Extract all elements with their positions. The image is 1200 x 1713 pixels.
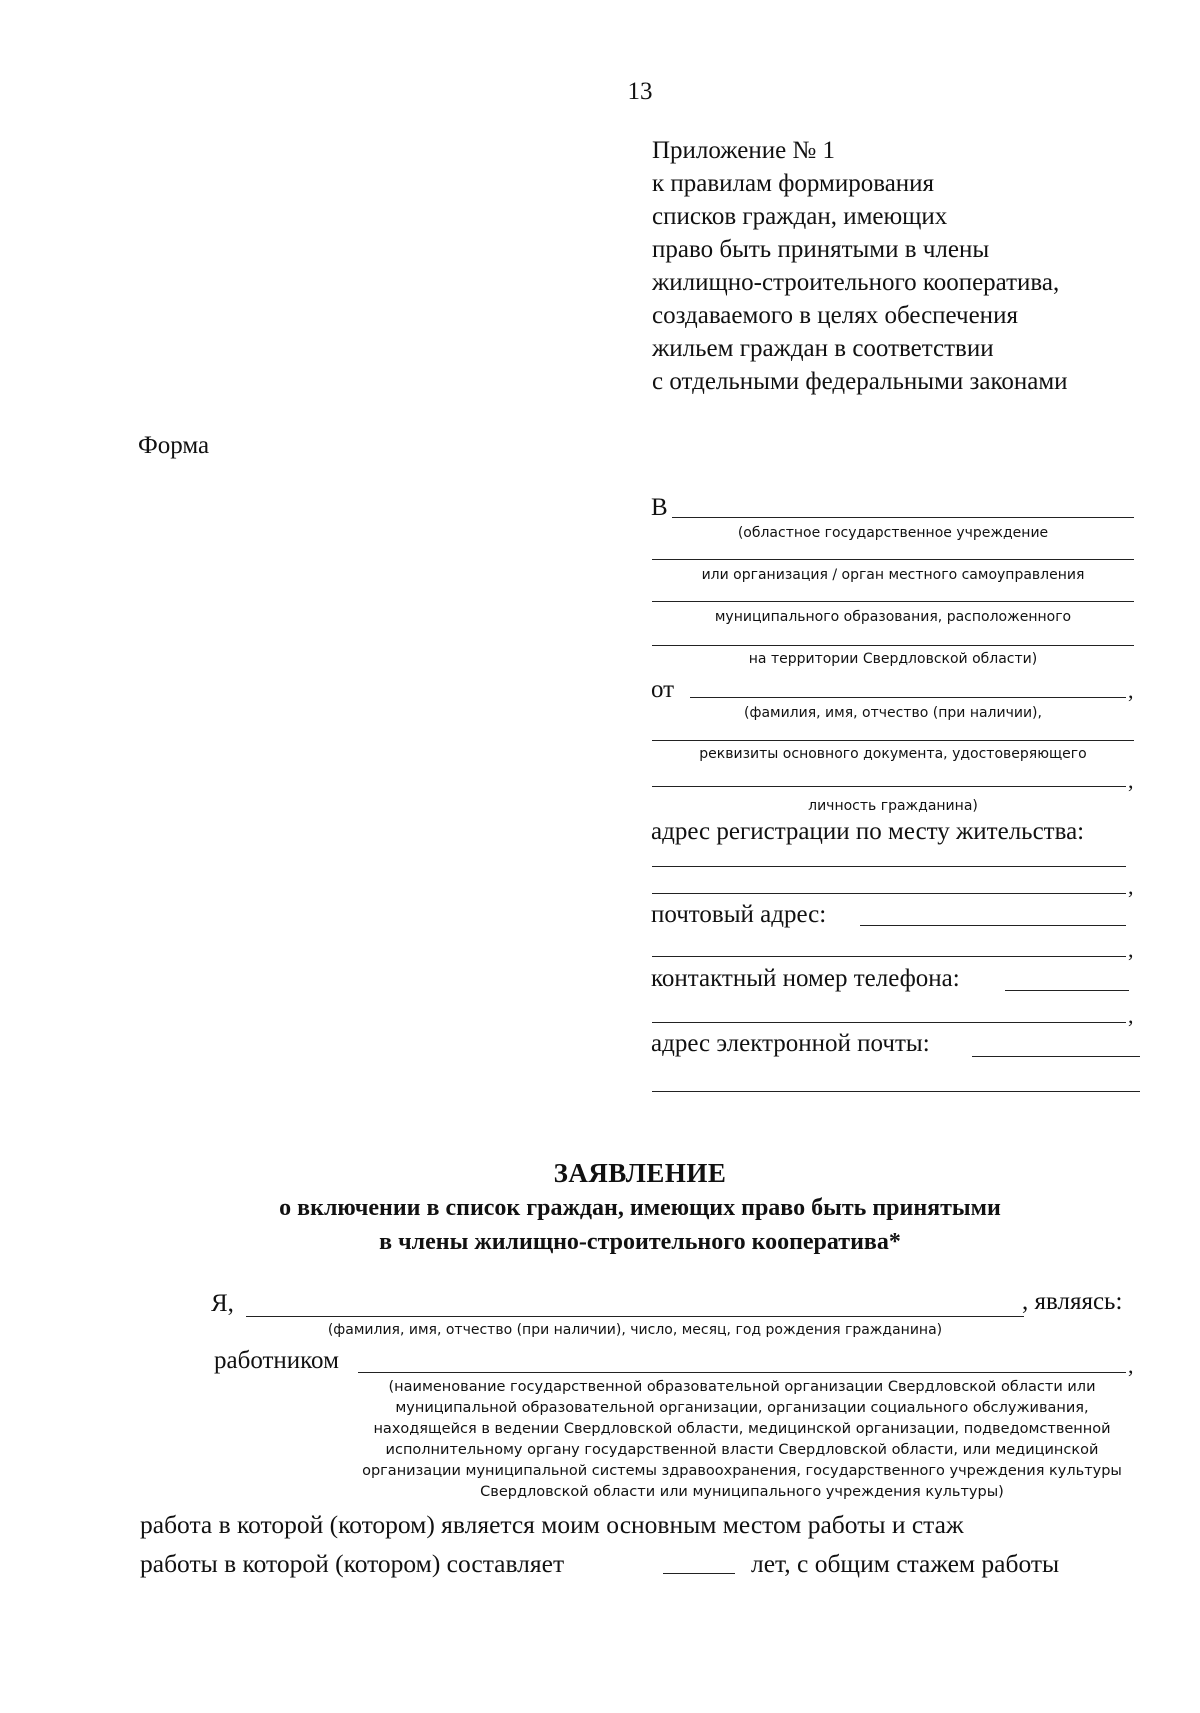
email-field[interactable] <box>972 1056 1140 1057</box>
comma: , <box>1128 1003 1134 1028</box>
annex-line: списков граждан, имеющих <box>652 203 948 230</box>
registration-label: адрес регистрации по месту жительства: <box>651 818 1085 845</box>
addressee-field-4[interactable] <box>652 645 1134 646</box>
statement-subtitle-line-1: о включении в список граждан, имеющих право быть принятыми <box>279 1195 1001 1221</box>
from-caption: личность гражданина) <box>808 798 978 814</box>
employer-caption <box>358 1377 1126 1503</box>
addressee-caption: или организация / орган местного самоуправления <box>701 567 1085 583</box>
annex-line: к правилам формирования <box>652 170 935 197</box>
phone-field[interactable] <box>1005 990 1129 991</box>
postal-field-1[interactable] <box>860 925 1126 926</box>
from-field-2[interactable] <box>652 740 1134 741</box>
addressee-caption: муниципального образования, расположенного <box>714 609 1072 625</box>
addressee-caption: (областное государственное учреждение <box>737 525 1049 541</box>
annex-line: с отдельными федеральными законами <box>652 368 1068 395</box>
employer-caption-line: (наименование государственной образовательной организации Свердловской области или <box>388 1379 1096 1395</box>
body-text-line-2a: работы в которой (котором) составляет <box>140 1549 565 1578</box>
annex-block <box>652 134 1068 398</box>
i-prefix: Я, <box>211 1290 234 1317</box>
annex-line: жилищно-строительного кооператива, <box>652 269 1060 296</box>
from-field-1[interactable] <box>690 697 1126 698</box>
employer-caption-line: муниципальной образовательной организации, организации социального обслуживания, <box>395 1400 1089 1416</box>
comma: , <box>1128 678 1134 703</box>
employer-caption-line: Свердловской области или муниципального учреждения культуры) <box>480 1484 1004 1500</box>
comma: , <box>1128 874 1134 899</box>
comma: , <box>1128 768 1134 793</box>
phone-label: контактный номер телефона: <box>651 965 960 992</box>
from-caption: (фамилия, имя, отчество (при наличии), <box>744 705 1042 721</box>
from-caption: реквизиты основного документа, удостоверяющего <box>699 746 1087 762</box>
annex-line: создаваемого в целях обеспечения <box>652 302 1018 329</box>
statement-subtitle-line-2: в члены жилищно-строительного кооператива* <box>379 1229 901 1255</box>
registration-field-2[interactable] <box>652 893 1126 894</box>
employer-field[interactable] <box>358 1372 1126 1373</box>
from-prefix: от <box>651 676 675 703</box>
phone-field-2[interactable] <box>652 1022 1126 1023</box>
email-field-2[interactable] <box>652 1091 1140 1092</box>
page-number: 13 <box>627 78 653 105</box>
applicant-name-caption: (фамилия, имя, отчество (при наличии), число, месяц, год рождения гражданина) <box>327 1322 943 1338</box>
addressee-caption: на территории Свердловской области) <box>748 651 1038 667</box>
registration-field-1[interactable] <box>652 866 1126 867</box>
applicant-name-field[interactable] <box>246 1316 1024 1317</box>
addressee-field-2[interactable] <box>652 559 1134 560</box>
comma: , <box>1128 937 1134 962</box>
comma: , <box>1128 1353 1134 1378</box>
from-field-3[interactable] <box>652 786 1126 787</box>
annex-line: право быть принятыми в члены <box>652 236 990 263</box>
body-text-line-1: работа в которой (котором) является моим основным местом работы и стаж <box>140 1510 964 1539</box>
annex-line: жильем граждан в соответствии <box>652 335 994 362</box>
years-field[interactable] <box>663 1573 735 1574</box>
body-text-line-2b: лет, с общим стажем работы <box>751 1549 1060 1578</box>
employee-prefix: работником <box>214 1347 339 1374</box>
employer-caption-line: организации муниципальной системы здравоохранения, государственного учреждения культуры <box>362 1463 1122 1479</box>
being-text: , являясь: <box>1022 1288 1123 1315</box>
postal-label: почтовый адрес: <box>651 901 827 928</box>
to-prefix: В <box>651 494 668 521</box>
addressee-field-3[interactable] <box>652 601 1134 602</box>
email-label: адрес электронной почты: <box>651 1030 930 1057</box>
postal-field-2[interactable] <box>652 956 1126 957</box>
employer-caption-line: находящейся в ведении Свердловской области, медицинской организации, подведомственной <box>373 1421 1111 1437</box>
statement-title: ЗАЯВЛЕНИЕ <box>553 1158 727 1188</box>
form-label: Форма <box>138 432 210 459</box>
employer-caption-line: исполнительному органу государственной власти Свердловской области, или медицинской <box>385 1442 1099 1458</box>
addressee-field-1[interactable] <box>672 517 1134 518</box>
annex-line: Приложение № 1 <box>652 137 836 164</box>
